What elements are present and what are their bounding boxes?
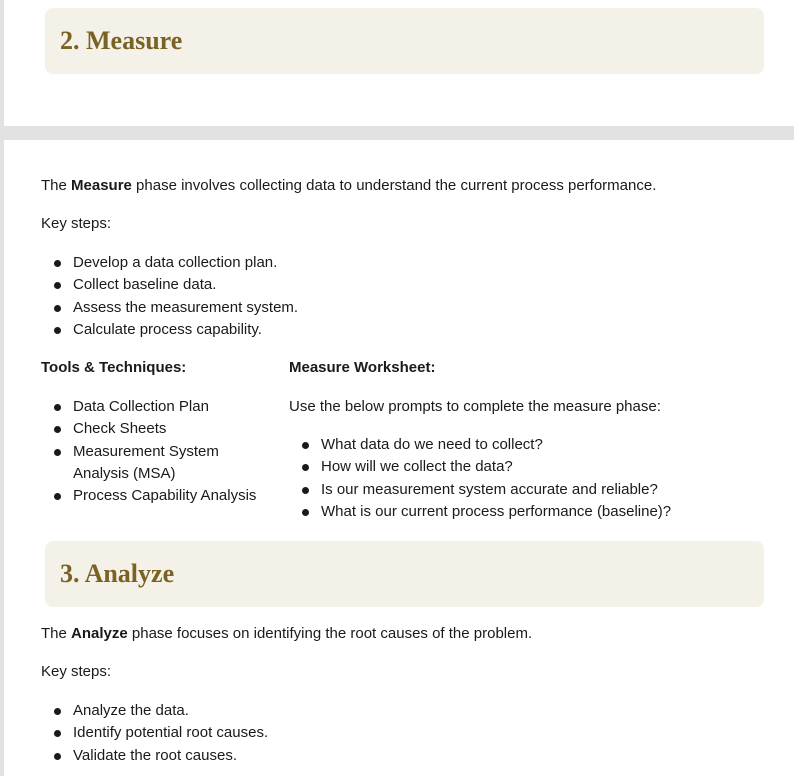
analyze-intro bbox=[41, 624, 532, 644]
list-item: How will we collect the data? bbox=[289, 456, 769, 478]
measure-intro-after: phase involves collecting data to understand the current process performance. bbox=[131, 177, 657, 194]
list-item: Assess the measurement system. bbox=[41, 297, 541, 319]
measure-intro-bold: Measure bbox=[71, 177, 132, 194]
list-item: Measurement System Analysis (MSA) bbox=[41, 441, 243, 486]
tools-heading: Tools & Techniques: bbox=[41, 359, 187, 376]
list-item: Process Capability Analysis bbox=[41, 485, 281, 507]
worksheet-prompts-list bbox=[289, 434, 769, 523]
list-item: Is our measurement system accurate and reliable? bbox=[289, 479, 769, 501]
page-gap bbox=[0, 126, 794, 140]
measure-key-steps-label: Key steps: bbox=[41, 215, 112, 232]
list-item: Identify potential root causes. bbox=[41, 722, 541, 744]
worksheet-heading: Measure Worksheet: bbox=[289, 359, 436, 376]
list-item: Data Collection Plan bbox=[41, 396, 281, 418]
list-item: Develop a data collection plan. bbox=[41, 252, 541, 274]
tools-list bbox=[41, 396, 281, 507]
measure-heading: 2. Measure bbox=[60, 26, 183, 55]
analyze-intro-after: phase focuses on identifying the root causes of the problem. bbox=[127, 625, 533, 642]
list-item: What data do we need to collect? bbox=[289, 434, 769, 456]
page-top bbox=[0, 0, 794, 126]
list-item: Validate the root causes. bbox=[41, 745, 541, 767]
measure-heading-box bbox=[45, 8, 764, 74]
worksheet-intro: Use the below prompts to complete the measure phase: bbox=[289, 398, 661, 415]
measure-intro bbox=[41, 176, 656, 196]
list-item: Analyze the data. bbox=[41, 700, 541, 722]
analyze-intro-bold: Analyze bbox=[71, 625, 128, 642]
page-main bbox=[0, 140, 794, 776]
measure-key-steps-list bbox=[41, 252, 541, 341]
list-item: Collect baseline data. bbox=[41, 274, 541, 296]
list-item: What is our current process performance (baseline)? bbox=[289, 501, 769, 523]
list-item: Check Sheets bbox=[41, 418, 281, 440]
analyze-intro-before: The bbox=[41, 625, 72, 642]
analyze-key-steps-list bbox=[41, 700, 541, 767]
list-item: Calculate process capability. bbox=[41, 319, 541, 341]
measure-intro-before: The bbox=[41, 177, 72, 194]
analyze-heading-box bbox=[45, 541, 764, 607]
analyze-key-steps-label: Key steps: bbox=[41, 663, 112, 680]
analyze-heading: 3. Analyze bbox=[60, 559, 175, 588]
